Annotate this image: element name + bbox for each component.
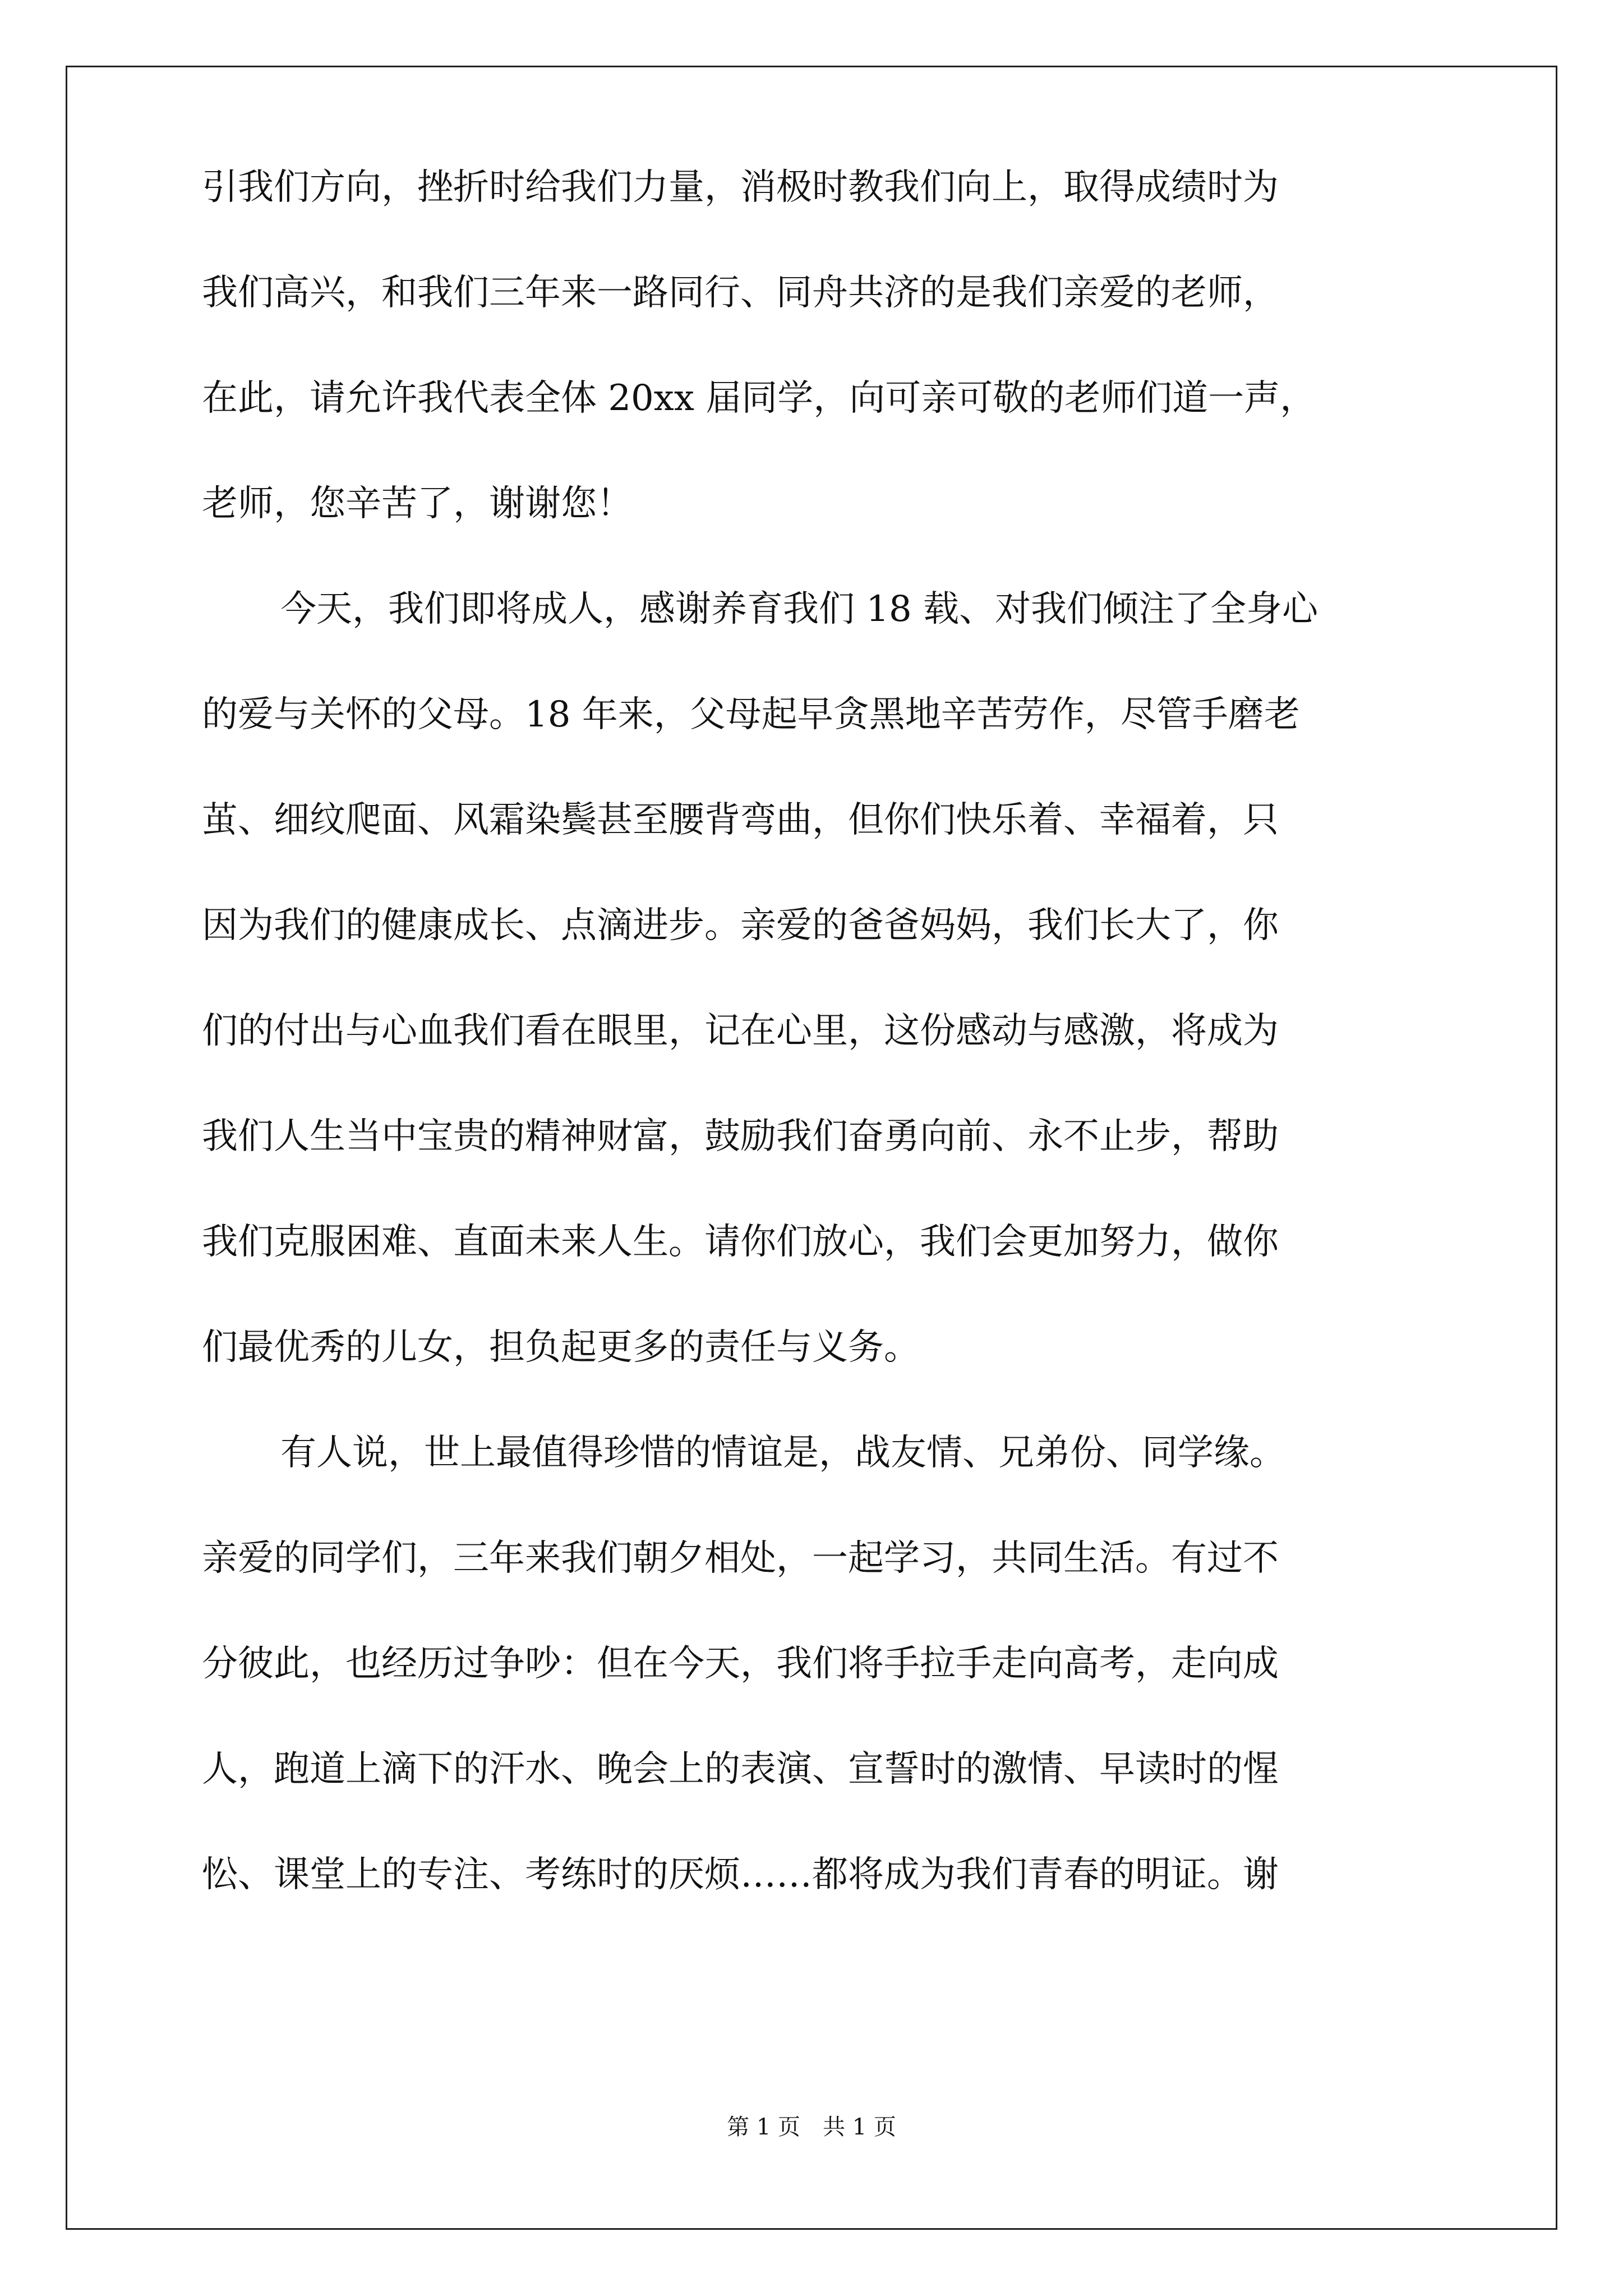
text-line: 分彼此，也经历过争吵：但在今天，我们将手拉手走向高考，走向成 (202, 1643, 1279, 1685)
page-number-footer: 第 1 页 共 1 页 (727, 2114, 896, 2140)
text-line: 的爱与关怀的父母。18 年来，父母起早贪黑地辛苦劳作，尽管手磨老 (202, 694, 1300, 735)
text-line: 我们高兴，和我们三年来一路同行、同舟共济的是我们亲爱的老师， (202, 272, 1279, 314)
document-body (202, 135, 1481, 1927)
text-line: 忪、课堂上的专注、考练时的厌烦……都将成为我们青春的明证。谢 (202, 1854, 1279, 1895)
page-frame (66, 66, 1557, 2230)
text-line: 们最优秀的儿女，担负起更多的责任与义务。 (202, 1327, 920, 1368)
text-line: 茧、细纹爬面、风霜染鬓甚至腰背弯曲，但你们快乐着、幸福着，只 (202, 799, 1279, 841)
text-line: 人，跑道上滴下的汗水、晚会上的表演、宣誓时的激情、早读时的惺 (202, 1749, 1279, 1790)
paragraph-first-line: 有人说，世上最值得珍惜的情谊是，战友情、兄弟份、同学缘。 (280, 1432, 1285, 1474)
text-line: 老师，您辛苦了，谢谢您！ (202, 483, 633, 524)
text-line: 们的付出与心血我们看在眼里，记在心里，这份感动与感激，将成为 (202, 1010, 1279, 1052)
text-line: 亲爱的同学们，三年来我们朝夕相处，一起学习，共同生活。有过不 (202, 1538, 1279, 1579)
text-line: 因为我们的健康成长、点滴进步。亲爱的爸爸妈妈，我们长大了，你 (202, 905, 1279, 946)
text-line: 在此，请允许我代表全体 20xx 届同学，向可亲可敬的老师们道一声， (202, 378, 1316, 419)
text-line: 引我们方向，挫折时给我们力量，消极时教我们向上，取得成绩时为 (202, 167, 1279, 208)
text-line: 我们克服困难、直面未来人生。请你们放心，我们会更加努力，做你 (202, 1221, 1279, 1263)
paragraph-first-line: 今天，我们即将成人，感谢养育我们 18 载、对我们倾注了全身心 (280, 588, 1318, 630)
text-line: 我们人生当中宝贵的精神财富，鼓励我们奋勇向前、永不止步，帮助 (202, 1116, 1279, 1157)
